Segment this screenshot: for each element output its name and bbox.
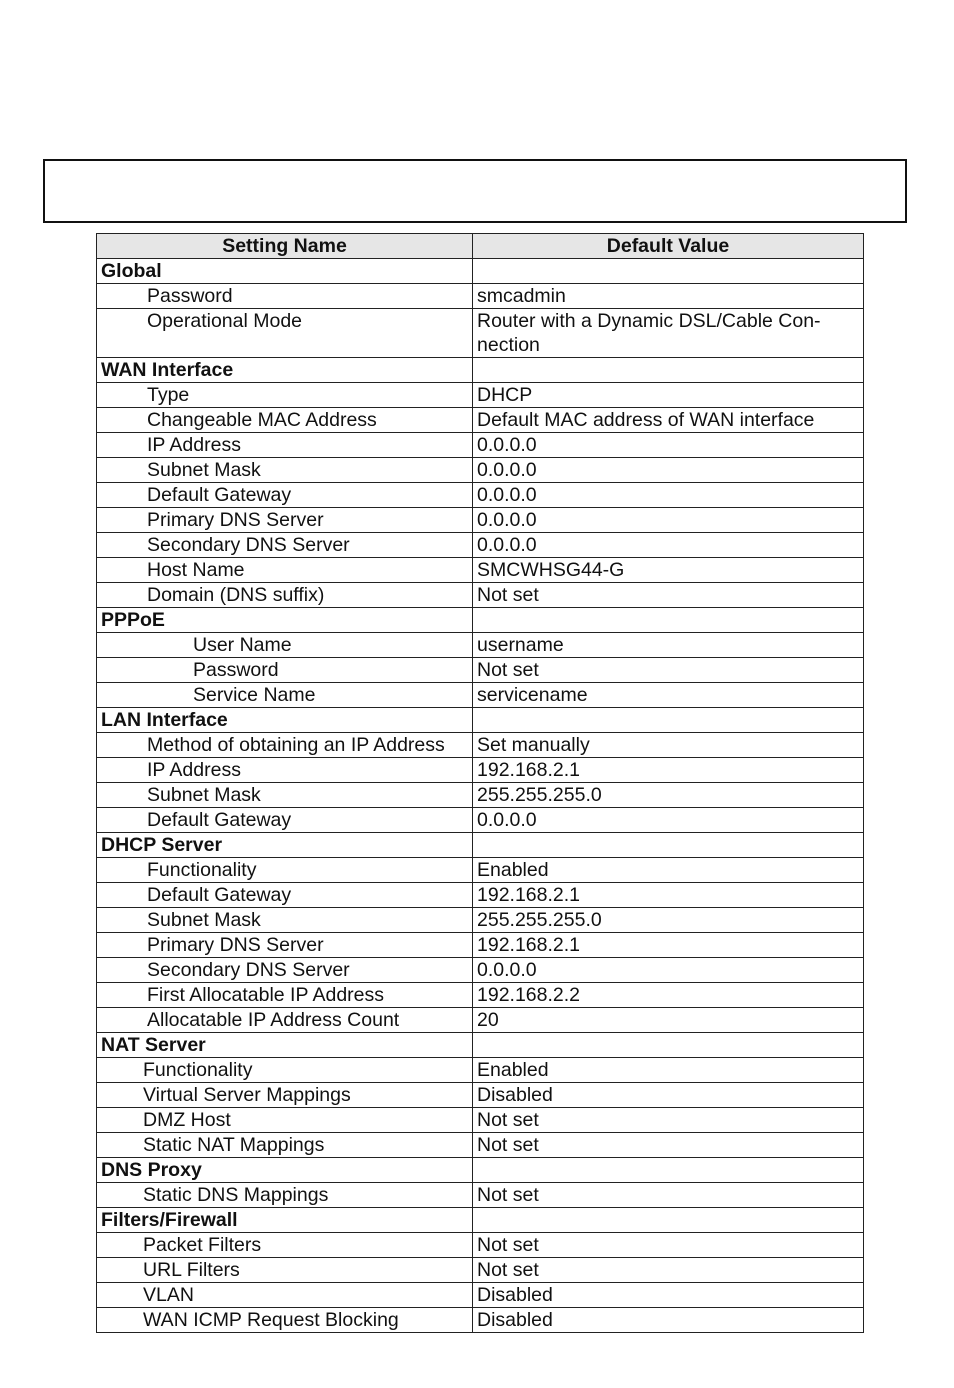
setting-name: VLAN xyxy=(97,1283,473,1308)
section-row xyxy=(97,708,864,733)
default-value xyxy=(473,259,864,284)
section-row xyxy=(97,1208,864,1233)
default-value: 0.0.0.0 xyxy=(473,458,864,483)
setting-name: DMZ Host xyxy=(97,1108,473,1133)
default-value: SMCWHSG44-G xyxy=(473,558,864,583)
table-row xyxy=(97,1108,864,1133)
section-name: Filters/Firewall xyxy=(97,1208,473,1233)
setting-name: Method of obtaining an IP Address xyxy=(97,733,473,758)
table-row xyxy=(97,908,864,933)
setting-name: Default Gateway xyxy=(97,883,473,908)
table-row xyxy=(97,733,864,758)
table-row xyxy=(97,533,864,558)
setting-name: Secondary DNS Server xyxy=(97,533,473,558)
default-value: 20 xyxy=(473,1008,864,1033)
default-value xyxy=(473,833,864,858)
default-value: 192.168.2.1 xyxy=(473,933,864,958)
setting-name: Secondary DNS Server xyxy=(97,958,473,983)
setting-name: Packet Filters xyxy=(97,1233,473,1258)
setting-name: Subnet Mask xyxy=(97,458,473,483)
section-row xyxy=(97,608,864,633)
default-value: 255.255.255.0 xyxy=(473,908,864,933)
default-value: 0.0.0.0 xyxy=(473,433,864,458)
table-row xyxy=(97,1083,864,1108)
section-name: DNS Proxy xyxy=(97,1158,473,1183)
table-row xyxy=(97,783,864,808)
default-value: Disabled xyxy=(473,1083,864,1108)
default-value: 192.168.2.2 xyxy=(473,983,864,1008)
default-value: 255.255.255.0 xyxy=(473,783,864,808)
table-row xyxy=(97,633,864,658)
setting-name: Default Gateway xyxy=(97,808,473,833)
table-row xyxy=(97,1183,864,1208)
default-value: 0.0.0.0 xyxy=(473,958,864,983)
setting-name: Functionality xyxy=(97,1058,473,1083)
table-row xyxy=(97,1058,864,1083)
table-row xyxy=(97,758,864,783)
default-value: Not set xyxy=(473,658,864,683)
table-row xyxy=(97,583,864,608)
table-header-row xyxy=(97,234,864,259)
setting-name: Operational Mode xyxy=(97,309,473,358)
setting-name: First Allocatable IP Address xyxy=(97,983,473,1008)
table-row xyxy=(97,1283,864,1308)
header-setting-name: Setting Name xyxy=(97,234,473,259)
setting-name: Host Name xyxy=(97,558,473,583)
default-value: smcadmin xyxy=(473,284,864,309)
setting-name: Static NAT Mappings xyxy=(97,1133,473,1158)
default-value: 0.0.0.0 xyxy=(473,808,864,833)
section-name: LAN Interface xyxy=(97,708,473,733)
default-value: DHCP xyxy=(473,383,864,408)
default-value: 0.0.0.0 xyxy=(473,533,864,558)
table-row xyxy=(97,483,864,508)
default-value: Enabled xyxy=(473,1058,864,1083)
table-row xyxy=(97,1233,864,1258)
default-value xyxy=(473,1033,864,1058)
default-value: Disabled xyxy=(473,1283,864,1308)
section-row xyxy=(97,833,864,858)
section-name: DHCP Server xyxy=(97,833,473,858)
setting-name: Subnet Mask xyxy=(97,908,473,933)
default-value: Disabled xyxy=(473,1308,864,1333)
default-settings-table xyxy=(96,233,864,1333)
default-value: 0.0.0.0 xyxy=(473,508,864,533)
default-value xyxy=(473,1208,864,1233)
section-row xyxy=(97,259,864,284)
setting-name: Primary DNS Server xyxy=(97,508,473,533)
title-box xyxy=(43,159,907,223)
table-row xyxy=(97,309,864,358)
setting-name: Password xyxy=(97,284,473,309)
table-row xyxy=(97,933,864,958)
table-row xyxy=(97,458,864,483)
default-value xyxy=(473,608,864,633)
setting-name: URL Filters xyxy=(97,1258,473,1283)
table-row xyxy=(97,383,864,408)
default-value xyxy=(473,1158,864,1183)
setting-name: Subnet Mask xyxy=(97,783,473,808)
table-row xyxy=(97,983,864,1008)
setting-name: WAN ICMP Request Blocking xyxy=(97,1308,473,1333)
table-row xyxy=(97,1133,864,1158)
table-body xyxy=(97,259,864,1333)
setting-name: Default Gateway xyxy=(97,483,473,508)
header-default-value: Default Value xyxy=(473,234,864,259)
default-value: Not set xyxy=(473,1133,864,1158)
section-name: NAT Server xyxy=(97,1033,473,1058)
setting-name: Primary DNS Server xyxy=(97,933,473,958)
setting-name: Service Name xyxy=(97,683,473,708)
section-row xyxy=(97,1158,864,1183)
table-row xyxy=(97,883,864,908)
table-row xyxy=(97,1308,864,1333)
section-name: Global xyxy=(97,259,473,284)
setting-name: Allocatable IP Address Count xyxy=(97,1008,473,1033)
default-value: Not set xyxy=(473,1233,864,1258)
table-row xyxy=(97,683,864,708)
default-value: 0.0.0.0 xyxy=(473,483,864,508)
setting-name: User Name xyxy=(97,633,473,658)
table-row xyxy=(97,658,864,683)
setting-name: Functionality xyxy=(97,858,473,883)
default-value xyxy=(473,708,864,733)
section-name: WAN Interface xyxy=(97,358,473,383)
table-row xyxy=(97,808,864,833)
table-row xyxy=(97,433,864,458)
table-row xyxy=(97,408,864,433)
default-value: 192.168.2.1 xyxy=(473,883,864,908)
section-name: PPPoE xyxy=(97,608,473,633)
setting-name: Changeable MAC Address xyxy=(97,408,473,433)
default-value: Not set xyxy=(473,1108,864,1133)
setting-name: Type xyxy=(97,383,473,408)
table-row xyxy=(97,558,864,583)
default-value: username xyxy=(473,633,864,658)
setting-name: Password xyxy=(97,658,473,683)
section-row xyxy=(97,358,864,383)
setting-name: Virtual Server Mappings xyxy=(97,1083,473,1108)
setting-name: IP Address xyxy=(97,433,473,458)
table-row xyxy=(97,1258,864,1283)
default-value: Router with a Dynamic DSL/Cable Con-nection xyxy=(473,309,864,358)
default-value: servicename xyxy=(473,683,864,708)
default-value: Not set xyxy=(473,583,864,608)
setting-name: Domain (DNS suffix) xyxy=(97,583,473,608)
setting-name: IP Address xyxy=(97,758,473,783)
default-value: Not set xyxy=(473,1183,864,1208)
table-row xyxy=(97,284,864,309)
setting-name: Static DNS Mappings xyxy=(97,1183,473,1208)
default-value: Set manually xyxy=(473,733,864,758)
table-row xyxy=(97,508,864,533)
default-value: Not set xyxy=(473,1258,864,1283)
table-row xyxy=(97,1008,864,1033)
default-value: 192.168.2.1 xyxy=(473,758,864,783)
default-value: Enabled xyxy=(473,858,864,883)
default-value xyxy=(473,358,864,383)
table-row xyxy=(97,858,864,883)
default-value: Default MAC address of WAN interface xyxy=(473,408,864,433)
section-row xyxy=(97,1033,864,1058)
table-row xyxy=(97,958,864,983)
